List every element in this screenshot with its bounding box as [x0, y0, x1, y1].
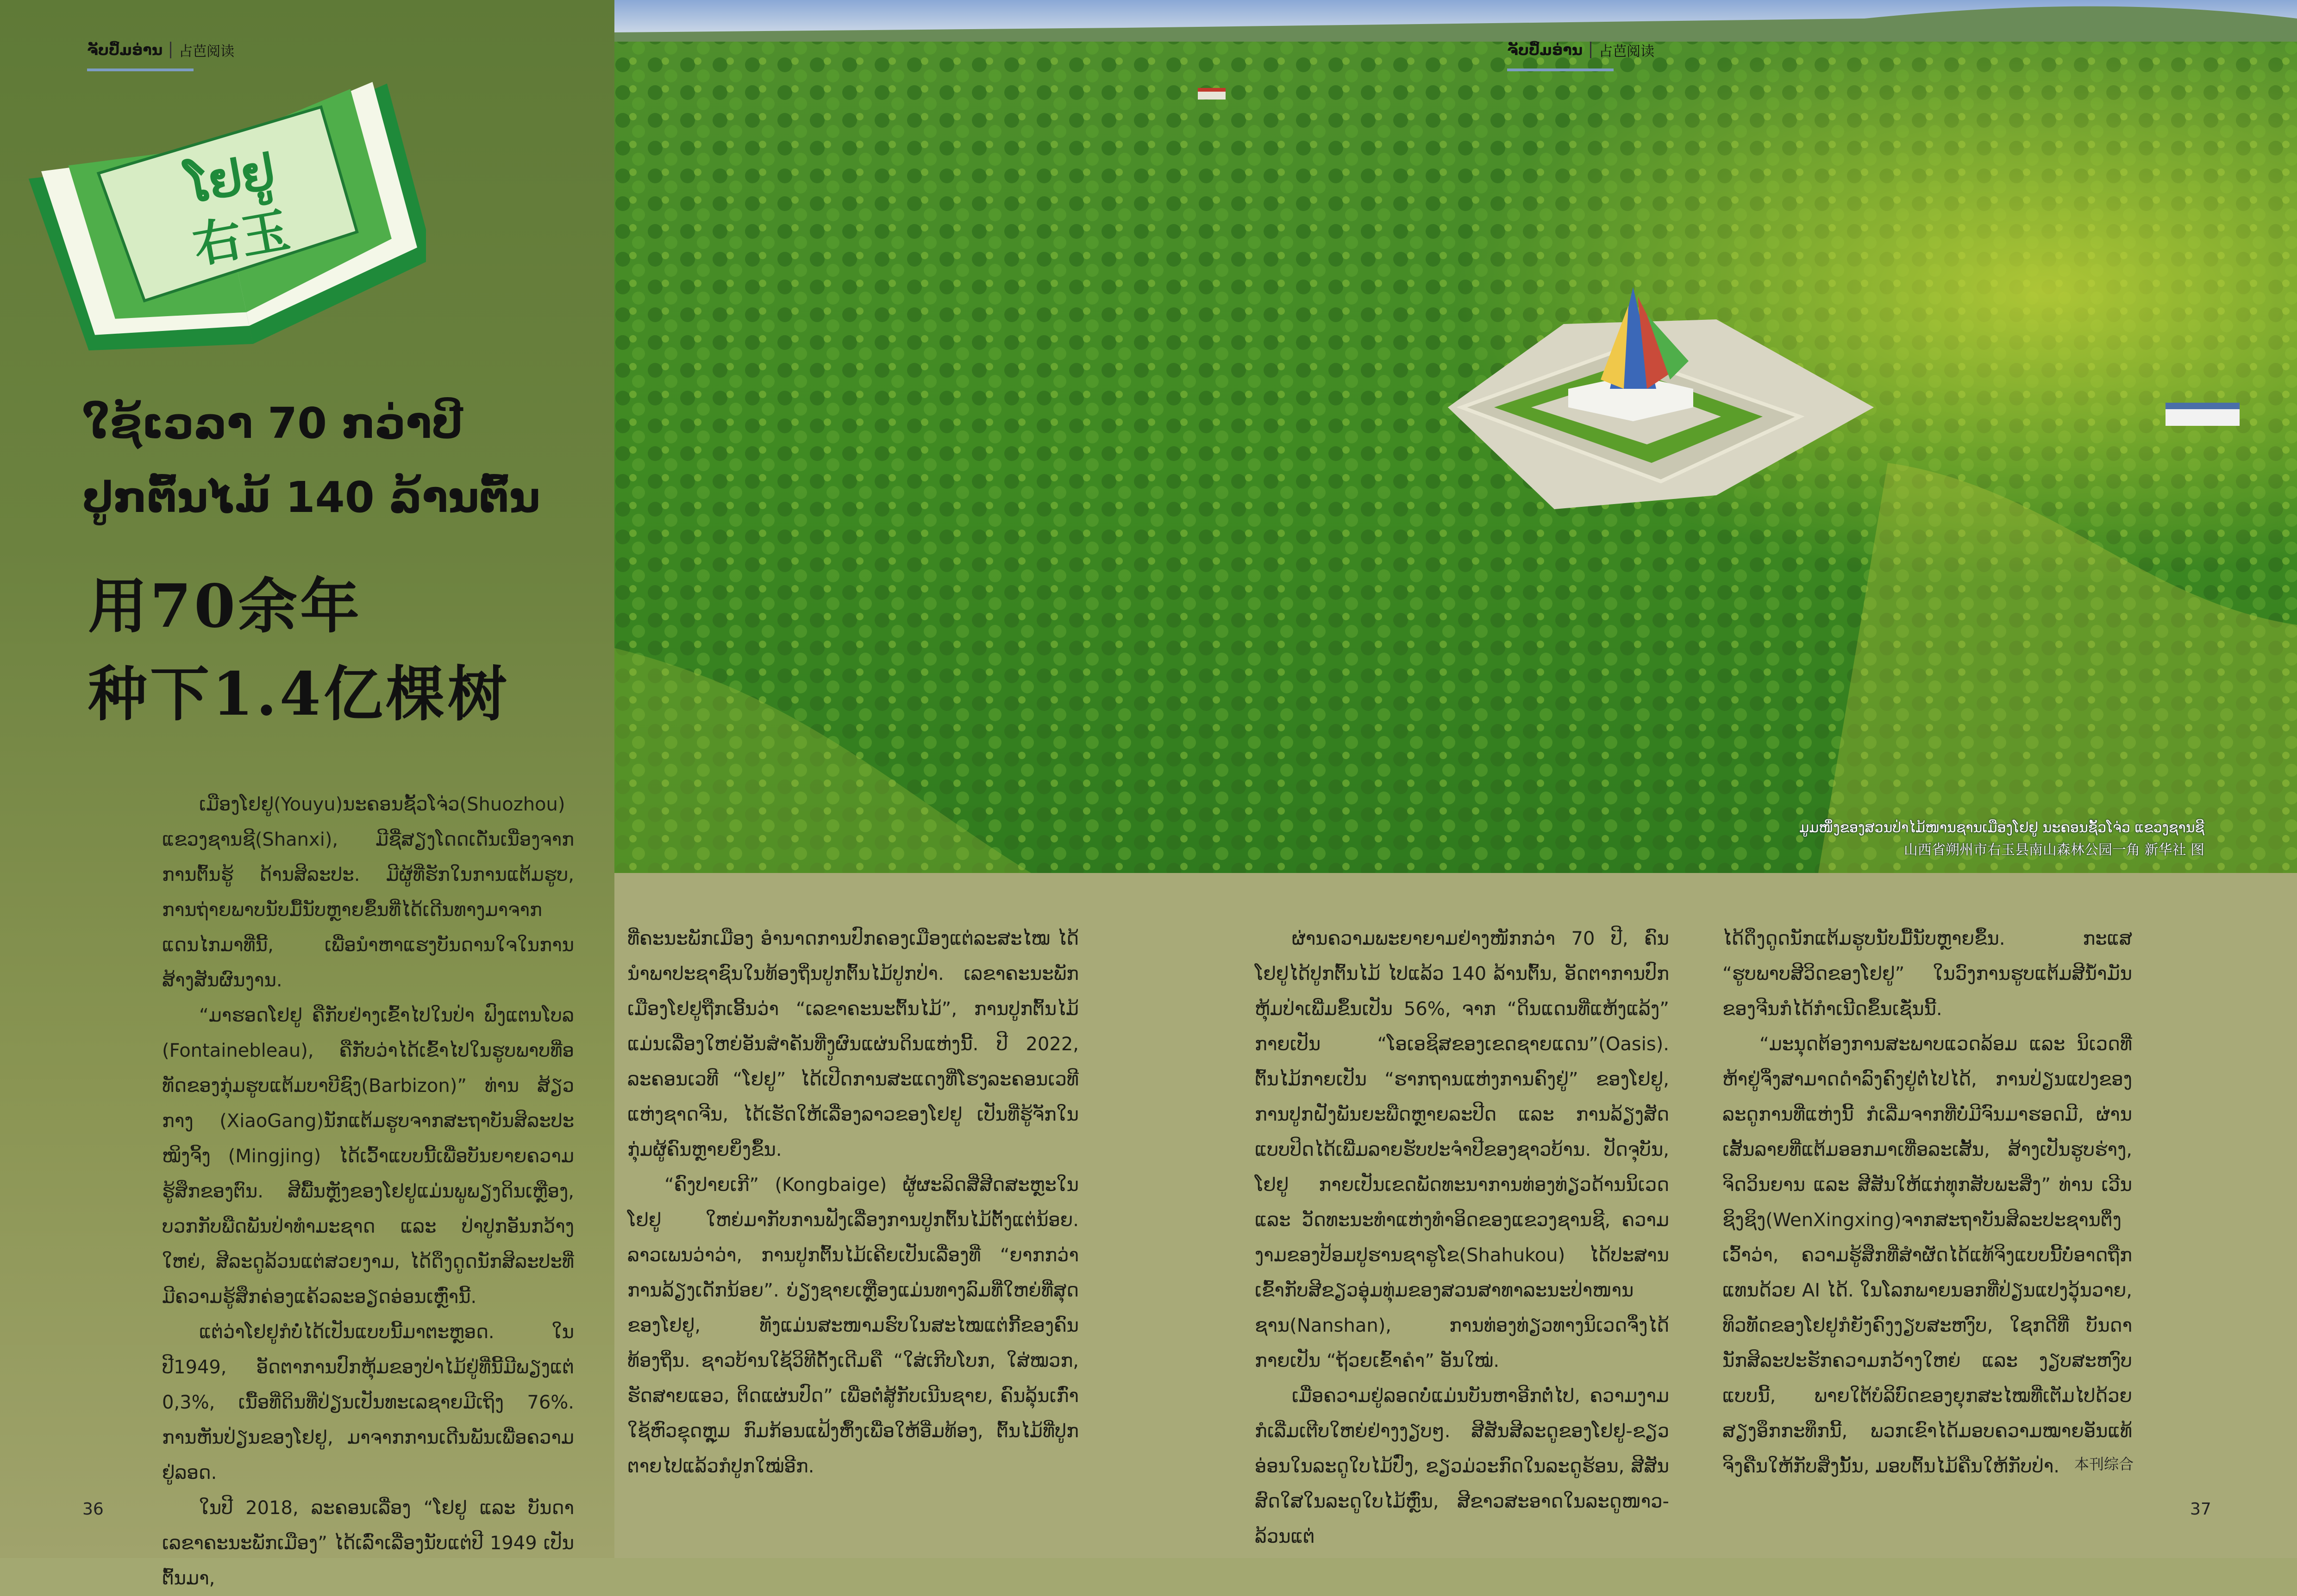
section-header-right: [1507, 40, 1654, 60]
page-number-right: 37: [2190, 1500, 2211, 1519]
caption-lao: ມູມໜຶ່ງຂອງສວນປ່າໄມ້ໜານຊານເມືອງໂຢຢູ ນະຄອນຊັ້ວໂຈ່ວ ແຂວງຊານຊີ: [1799, 820, 2204, 836]
paragraph: ເມື່ອຄວາມຢູ່ລອດບໍ່ແມ່ນບັນຫາອີກຕໍ່ໄປ, ຄວາມງາມກໍເລີ່ມເຕີບໃຫຍ່ຢ່າງງຽບໆ. ສີສັນສີລະດູຂອງໂຢຢູ-ຂຽວອ່ອນໃນລະດູໃບໄມ້ປົ່ງ, ຂຽວມ່ວະກົດໃນລະດູຮ້ອນ, ສີສັນສົດໃສໃນລະດູໃບໄມ້ຫຼົ່ນ, ສີຂາວສະອາດໃນລະດູໜາວ-ລ້ວນແຕ່: [1255, 1385, 1669, 1547]
header-rule-right: [1507, 69, 1614, 71]
photo-caption: [1799, 817, 2204, 861]
text-column-3: [1255, 921, 1669, 1547]
header-cn: 占芭阅读: [1599, 44, 1655, 60]
header-separator: [1590, 42, 1591, 58]
badge-cn: 右玉: [189, 201, 294, 274]
forest-park-photo: [614, 0, 2297, 873]
paragraph: ໃນປີ 2018, ລະຄອນເລື່ອງ “ໂຢຢູ ແລະ ບັນດາເລຂາຄະນະພັກເມືອງ” ໄດ້ເລົ່າເລື່ອງນັບແຕ່ປີ 1949 ເປັນຕົ້ນມາ,: [162, 1497, 574, 1589]
paragraph: ແຕ່ວ່າໂຢຢູກໍບໍ່ໄດ້ເປັນແບບນີ້ມາຕະຫຼອດ. ໃນປີ1949, ອັດຕາການປົກຫຸ້ມຂອງປ່າໄມ້ຢູ່ທີ່ນີ້ມີພຽງແຕ່ 0,3%, ເນື້ອທີ່ດິນທີ່ປ່ຽນເປັນທະເລຊາຍມີເຖິງ 76%. ການຫັນປ່ຽນຂອງໂຢຢູ, ມາຈາກການເດີນພັນເພື່ອຄວາມຢູ່ລອດ.: [162, 1322, 574, 1484]
caption-cn: 山西省朔州市右玉县南山森林公园一角 新华社 图: [1903, 842, 2204, 858]
header-lao: ຈັບປຶ້ມອ່ານ: [87, 41, 163, 59]
paragraph: ເມືອງໂຢຢູ(Youyu)ນະຄອນຊັ້ວໂຈ່ວ(Shuozhou) ແຂວງຊານຊີ(Shanxi), ມີຊື່ສຽງໂດດເດັ່ນເນື່ອງຈາກການຕົ້ນຮູ້ ດ້ານສິລະປະ. ມີຜູ້ທີ່ຮັກໃນການແຕ້ມຮູບ, ການຖ່າຍພາບນັບມື້ນັບຫຼາຍຂຶ້ນທີ່ໄດ້ເດີນທາງມາຈາກແດນໄກມາທີ່ນີ້, ເພື່ອນຳຫາແຮງບັນດານໃຈໃນການສ້າງສັນຜົນງານ.: [162, 794, 574, 991]
title-lao-line2: ປູກຕົ້ນໄມ້ 140 ລ້ານຕົ້ນ: [82, 473, 540, 522]
forest-aerial-illustration: [614, 0, 2297, 873]
page-number-left: 36: [82, 1500, 104, 1519]
text-column-1: [162, 787, 574, 1589]
paragraph: “ມະນຸດຕ້ອງການສະພາບແວດລ້ອມ ແລະ ນິເວດທີ່ຫ້າຢູ່ຈຶ່ງສາມາດດຳລົງຄົງຢູ່ຕໍ່ໄປໄດ້, ການປ່ຽນແປງຂອງລະດູການທີ່ແຫ່ງນີ້ ກໍເລີ່ມຈາກທີ່ບໍ່ມີຈົນມາຮອດມີ, ຜ່ານເສັ້ນລາຍທີ່ແຕ້ມອອກມາເທື່ອລະເສັ້ນ, ສ້າງເປັນຮູບຮ່າງ, ຈິດວິນຍານ ແລະ ສີສັນໃຫ້ແກ່ທຸກສັບພະສິ່ງ” ທ່ານ ເວີນຊິງຊິງ(WenXingxing)ຈາກສະຖາບັນສິລະປະຊານຕຶ່ງເວົ້າວ່າ, ຄວາມຮູ້ສຶກທີ່ສຳຜັດໄດ້ແທ້ຈິງແບບນີ້ບໍ່ອາດຖືກແທນດ້ວຍ AI ໄດ້. ໃນໂລກພາຍນອກທີ່ປ່ຽນແປງວຸ້ນວາຍ, ທິວທັດຂອງໂຢຢູກໍຍັງຄົງງຽບສະຫງົບ, ໃຊກດີທີ່ ບັນດານັກສິລະປະຮັກຄວາມກວ້າງໃຫຍ່ ແລະ ງຽບສະຫງົບແບບນີ້, ພາຍໃຕ້ບໍລິບົດຂອງຍຸກສະໄໝທີ່ເຕັມໄປດ້ວຍສຽງອຶກກະທຶກນີ້, ພວກເຂົາໄດ້ມອບຄວາມໝາຍອັນແທ້ຈິງຄືນໃຫ້ກັບສິ່ງນັ້ນ, ມອບຕົ້ນໄມ້ຄືນໃຫ້ກັບປ່າ.: [1722, 1034, 2132, 1477]
header-cn: 占芭阅读: [179, 44, 235, 60]
source-signature: 本刊综合: [2074, 1455, 2134, 1473]
header-lao: ຈັບປຶ້ມອ່ານ: [1507, 41, 1583, 59]
paragraph: ໄດ້ດຶງດູດນັກແຕ້ມຮູບນັບມື້ນັບຫຼາຍຂຶ້ນ. ກະແສ “ຮູບພາບສີວິດຂອງໂຢຢູ” ໃນວົງການຮູບແຕ້ມສີນ້ຳມັນຂອງຈີນກໍໄດ້ກຳເນີດຂຶ້ນເຊັ່ນນີ້.: [1722, 928, 2132, 1020]
text-column-2: [627, 921, 1079, 1477]
title-lao-line1: ໃຊ້ເວລາ 70 ກວ່າປີ: [82, 399, 463, 448]
paragraph: ຜ່ານຄວາມພະຍາຍາມຢ່າງໜັກກວ່າ 70 ປີ, ຄົນໂຢຢູໄດ້ປູກຕົ້ນໄມ້ ໄປແລ້ວ 140 ລ້ານຕົ້ນ, ອັດຕາການປົກຫຸ້ມປ່າເພີ່ມຂຶ້ນເປັນ 56%, ຈາກ “ດິນແດນທີ່ແຫ້ງແລ້ງ” ກາຍເປັນ “ໂອເອຊິສຂອງເຂດຊາຍແດນ”(Oasis). ຕົ້ນໄມ້ກາຍເປັນ “ຮາກຖານແຫ່ງການຄົງຢູ່” ຂອງໂຢຢູ, ການປູກຝັງພັນຍະພືດຫຼາຍລະປີດ ແລະ ການລ້ຽງສັດແບບປິດໄດ້ເພີ່ມລາຍຮັບປະຈຳປີຂອງຊາວບ້ານ. ປັດຈຸບັນ, ໂຢຢູ ກາຍເປັນເຂດພັດທະນາການທ່ອງທ່ຽວດ້ານນິເວດ ແລະ ວັດທະນະທຳແຫ່ງທຳອິດຂອງແຂວງຊານຊີ, ຄວາມງາມຂອງປ້ອມປູຮານຊາຮູໂຂ(Shahukou) ໄດ້ປະສານເຂົ້າກັບສີຂຽວອຸ່ມທຸ່ມຂອງສວນສາທາລະນະປ່າໜານຊານ(Nanshan), ການທ່ອງທ່ຽວທາງນິເວດຈຶ່ງໄດ້ກາຍເປັນ “ຖ້ວຍເຂົ້າຄຳ” ອັນໃໝ່.: [1255, 928, 1669, 1372]
paragraph: “ມາຮອດໂຢຢູ ຄືກັບຢ່າງເຂົ້າໄປໃນປ່າ ຟົງແຕນໂບລ (Fontainebleau), ຄືກັບວ່າໄດ້ເຂົ້າໄປໃນຮູບພາບທີ່ອທັດຂອງກຸ່ມຮູບແຕ້ມບາບີຊົງ(Barbizon)” ທ່ານ ສ້ຽວກາງ (XiaoGang)ນັກແຕ້ມຮູບຈາກສະຖາບັນສິລະປະໝິງຈິ້ງ (Mingjing) ໄດ້ເວົ້າແບບນີ້ເພື່ອບັນຍາຍຄວາມຮູ້ສຶກຂອງຕົນ. ສີພື້ນຫຼັງຂອງໂຢຢູແມ່ນພູພຽງດິນເຫຼືອງ, ບວກກັບພືດພັນປ່າທຳມະຊາດ ແລະ ປ່າປູກອັນກວ້າງໃຫຍ່, ສີລະດູລ້ວນແຕ່ສວຍງາມ, ໄດ້ດຶງດູດນັກສິລະປະທີ່ມີຄວາມຮູ້ສຶກຄ່ອງແຄ້ວລະອຽດອ່ອນເຫຼົ່ານີ້.: [162, 1005, 574, 1308]
paragraph: “ຄົງປາຍເກີ” (Kongbaige) ຜູ້ຜະລິດສີ່ສີດສະຫຼະໃນໂຢຢູ ໃຫຍ່ມາກັບການຟັງເລື່ອງການປູກຕົ້ນໄມ້ຕັ້ງແຕ່ນ້ອຍ. ລາວເພນວ່າວ່າ, ການປູກຕົ້ນໄມ້ເຄີຍເປັນເລື່ອງທີ່ “ຍາກກວ່າການລ້ຽງເດັກນ້ອຍ”. ບ່ຽງຊາຍເຫຼືອງແມ່ນທາງລົມທີ່ໃຫຍ່ທີ່ສຸດຂອງໂຢຢູ, ທັງແມ່ນສະໜາມຮົບໃນສະໄໝແຕ່ກີ້ຂອງຄົນທ້ອງຖິ່ນ. ຊາວບ້ານໃຊ້ວິທີດັ້ງເດີມຄື “ໃສ່ເກີບໂບກ, ໃສ່ໝວກ, ຮັດສາຍແອວ, ຕິດແຜ່ນປົດ” ເພື່ອຕໍ່ສູ້ກັບເນີນຊາຍ, ຄົນລຸ້ນເກົ່າ ໃຊ້ຫົວຂຸດຫຼຸມ ກົມກ້ອນແຟ້ງຫຶ້ງເພື່ອໃຫ້ອີ່ມທ້ອງ, ຕົ້ນໄມ້ທີ່ປູກຕາຍໄປແລ້ວກໍປູກໃໝ່ອີກ.: [627, 1174, 1079, 1477]
title-cn-line2: 种下1.4亿棵树: [88, 660, 510, 729]
badge-lao: ໂຢຢູ: [182, 143, 280, 214]
paragraph: ທີ່ຄະນະພັກເມືອງ ອຳນາດການປົກຄອງເມືອງແຕ່ລະສະໄໝ ໄດ້ນຳພາປະຊາຊົນໃນທ້ອງຖິ່ນປູກຕົ້ນໄມ້ປູກປ່າ. ເລຂາຄະນະພັກເມືອງໂຢຢູຖືກເອີ້ນວ່າ “ເລຂາຄະນະຕົ້ນໄມ້”, ການປູກຕົ້ນໄມ້ແມ່ນເລື່ອງໃຫຍ່ອັນສຳຄັນທີ່ງູຜົນແຜ່ນດິນແຫ່ງນີ້. ປີ 2022, ລະຄອນເວທີ “ໂຢຢູ” ໄດ້ເປີດການສະແດງທີ່ໂຮງລະຄອນເວທີແຫ່ງຊາດຈີນ, ໄດ້ເຮັດໃຫ້ເລື່ອງລາວຂອງໂຢຢູ ເປັນທີ່ຮູ້ຈັກໃນກຸ່ມຜູ້ຄົນຫຼາຍຍິ່ງຂຶ້ນ.: [627, 928, 1079, 1160]
title-cn-line1: 用70余年: [88, 572, 363, 641]
badge-text: [157, 137, 315, 280]
